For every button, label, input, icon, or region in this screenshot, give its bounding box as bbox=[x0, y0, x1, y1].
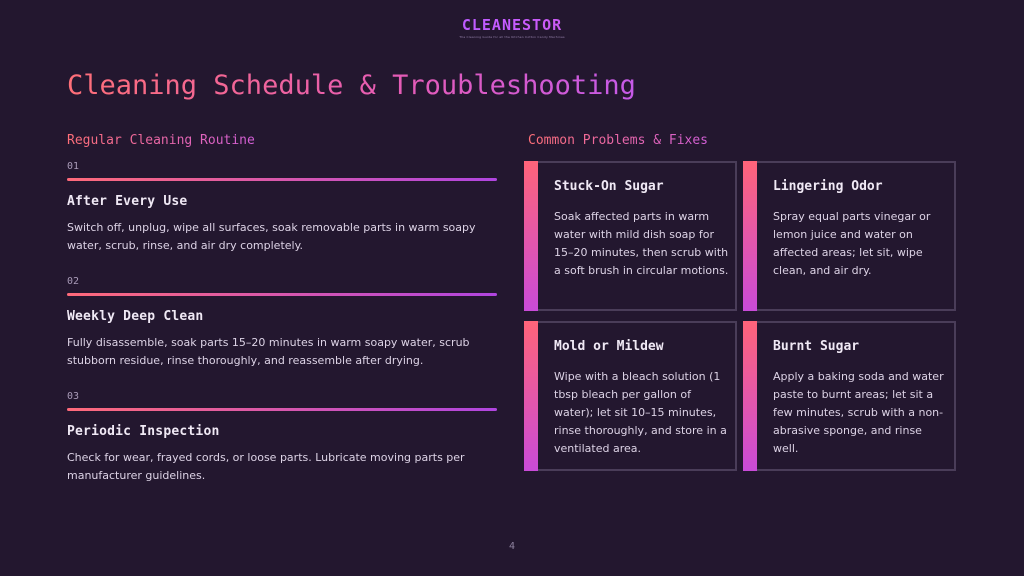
routine-step bbox=[67, 390, 497, 505]
step-description: Switch off, unplug, wipe all surfaces, soak removable parts in warm soapy water, scrub, rinse, and air dry completely. bbox=[67, 221, 476, 252]
card-accent-bar bbox=[524, 161, 538, 311]
card-title: Mold or Mildew bbox=[554, 339, 664, 354]
card-title: Stuck-On Sugar bbox=[554, 179, 664, 194]
page-number: 4 bbox=[508, 541, 516, 552]
page-title: Cleaning Schedule & Troubleshooting bbox=[67, 70, 636, 101]
problem-card-lingering-odor bbox=[743, 161, 956, 311]
brand-name: CLEANESTOR bbox=[0, 16, 1024, 34]
problem-card-burnt-sugar bbox=[743, 321, 956, 471]
step-title: Weekly Deep Clean bbox=[67, 309, 204, 324]
problem-card-mold-or-mildew bbox=[524, 321, 737, 471]
routine-step bbox=[67, 275, 497, 390]
card-title: Burnt Sugar bbox=[773, 339, 860, 354]
step-description: Fully disassemble, soak parts 15–20 minutes in warm soapy water, scrub stubborn residue, rinse thoroughly, and reassemble after drying. bbox=[67, 336, 470, 367]
card-accent-bar bbox=[524, 321, 538, 471]
problem-card-stuck-on-sugar bbox=[524, 161, 737, 311]
card-accent-bar bbox=[743, 161, 757, 311]
step-divider bbox=[67, 293, 497, 296]
brand-logo bbox=[0, 16, 1024, 39]
step-description: Check for wear, frayed cords, or loose parts. Lubricate moving parts per manufacturer guidelines. bbox=[67, 451, 465, 482]
card-description: Apply a baking soda and water paste to burnt areas; let sit a few minutes, scrub with a non-abrasive sponge, and rinse well. bbox=[773, 370, 944, 455]
brand-tagline: The Cleaning Guide for all the Kitchen Cotton Candy Machines bbox=[459, 35, 565, 39]
problems-heading: Common Problems & Fixes bbox=[528, 133, 709, 148]
card-description: Soak affected parts in warm water with mild dish soap for 15–20 minutes, then scrub with a soft brush in circular motions. bbox=[554, 210, 729, 277]
routine-heading: Regular Cleaning Routine bbox=[67, 133, 255, 148]
routine-list bbox=[67, 160, 497, 505]
step-number: 01 bbox=[67, 161, 80, 172]
step-number: 03 bbox=[67, 391, 80, 402]
step-divider bbox=[67, 408, 497, 411]
step-divider bbox=[67, 178, 497, 181]
card-description: Wipe with a bleach solution (1 tbsp bleach per gallon of water); let sit 10–15 minutes, rinse thoroughly, and store in a ventilated area. bbox=[554, 370, 727, 455]
card-description: Spray equal parts vinegar or lemon juice and water on affected areas; let sit, wipe clean, and air dry. bbox=[773, 210, 931, 277]
routine-step bbox=[67, 160, 497, 275]
step-title: Periodic Inspection bbox=[67, 424, 220, 439]
card-accent-bar bbox=[743, 321, 757, 471]
card-title: Lingering Odor bbox=[773, 179, 883, 194]
step-number: 02 bbox=[67, 276, 80, 287]
step-title: After Every Use bbox=[67, 194, 188, 209]
